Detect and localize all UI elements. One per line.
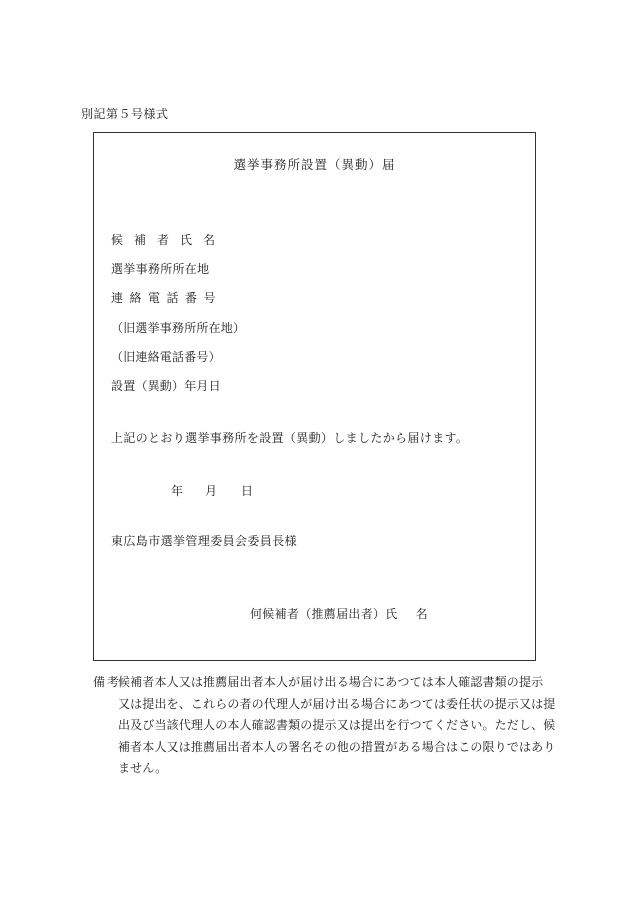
signer-line bbox=[250, 605, 428, 622]
field-candidate-name: 候補者氏名 bbox=[111, 233, 227, 247]
field-old-office-location: （旧選挙事務所所在地） bbox=[111, 321, 246, 335]
addressee: 東広島市選挙管理委員会委員長様 bbox=[111, 534, 298, 548]
date-month-label: 月 bbox=[205, 484, 218, 498]
field-contact-phone: 連絡電話番号 bbox=[111, 291, 223, 305]
form-number: 別記第５号様式 bbox=[81, 107, 169, 121]
remarks-line: 補者本人又は推薦届出者本人の署名その他の措置がある場合はこの限りではあり bbox=[118, 739, 556, 754]
remarks-line: 出及び当該代理人の本人確認書類の提示又は提出を行つてください。ただし、候 bbox=[118, 718, 556, 732]
form-title: 選挙事務所設置（異動）届 bbox=[233, 157, 396, 172]
form-box bbox=[93, 132, 536, 661]
statement: 上記のとおり選挙事務所を設置（異動）しましたから届けます。 bbox=[111, 431, 469, 445]
remarks-line: 又は提出を、これらの者の代理人が届け出る場合にあつては委任状の提示又は提 bbox=[118, 696, 556, 711]
field-setup-date: 設置（異動）年月日 bbox=[111, 379, 221, 393]
remarks-line: 候補者本人又は推薦届出者本人が届け出る場合にあつては本人確認書類の提示 bbox=[118, 675, 544, 689]
remarks-body bbox=[118, 672, 556, 780]
date-day-label: 日 bbox=[241, 484, 254, 498]
signer-label: 何候補者（推薦届出者）氏 bbox=[250, 607, 398, 621]
field-old-phone: （旧連絡電話番号） bbox=[111, 350, 221, 364]
remarks-line: ません。 bbox=[118, 761, 168, 775]
field-office-location: 選挙事務所所在地 bbox=[111, 262, 210, 276]
remarks-label: 備考 bbox=[93, 675, 122, 689]
date-year-label: 年 bbox=[171, 484, 184, 498]
signer-name-label: 名 bbox=[415, 607, 428, 621]
